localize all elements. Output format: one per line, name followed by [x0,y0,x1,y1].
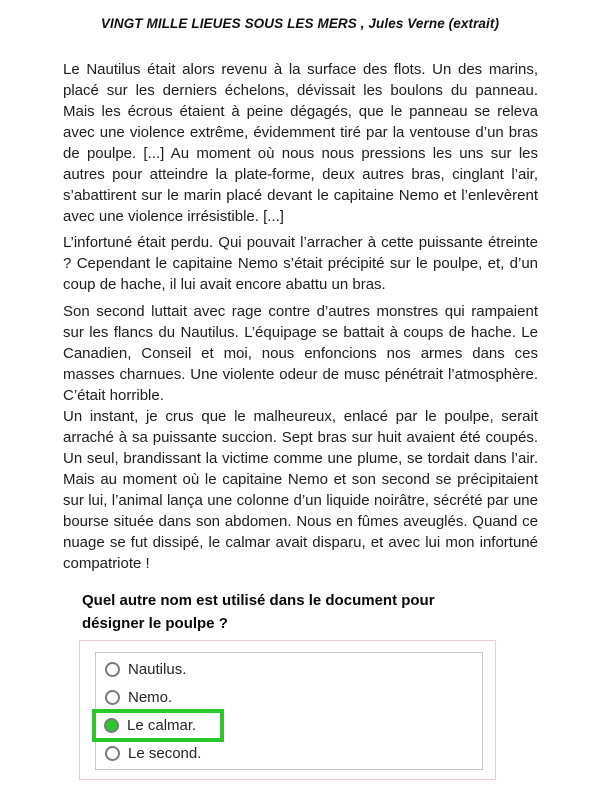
option-nemo[interactable] [105,684,482,711]
paragraph-3: Son second luttait avec rage contre d’autres monstres qui rampaient sur les flancs du Nautilus. L’équipage se battait à coups de hache. Le Canadien, Conseil et moi, nous enfoncions nos armes dans ces masses charnues. Une violente odeur de musc pénétrait l’atmosphère. C’était horrible. [63,303,538,404]
option-label: Nautilus. [128,660,187,678]
option-nautilus[interactable] [105,656,482,683]
radio-unselected-icon[interactable] [105,690,120,705]
paragraph-1: Le Nautilus était alors revenu à la surface des flots. Un des marins, placé sur les derniers échelons, dévissait les boulons du panneau. Mais les écrous étaient à peine dégagés, que le panneau se releva avec une violence extrême, évidemment tiré par la ventouse d’un bras de poulpe. [...] Au moment où nous nous pressions les uns sur les autres pour atteindre la plate-forme, deux autres bras, cinglant l’air, s’abattirent sur le marin placé devant le capitaine Nemo et l’enlevèrent avec une violence irrésistible. [...] [63,61,538,225]
radio-selected-icon[interactable] [104,718,119,733]
options-list [95,652,483,770]
option-label: Nemo. [128,688,173,706]
answer-highlight-box [92,709,224,742]
document-title: VINGT MILLE LIEUES SOUS LES MERS , Jules Verne (extrait) [100,16,500,31]
radio-unselected-icon[interactable] [105,746,120,761]
option-label: Le calmar. [127,716,197,734]
paragraph-4: Un instant, je crus que le malheureux, enlacé par le poulpe, serait arraché à sa puissante succion. Sept bras sur huit avaient été coupés. Un seul, brandissant la victime comme une plume, se tordait dans l’air. Mais au moment où le capitaine Nemo et son second se précipitaient sur lui, l’animal lança une colonne d’un liquide noirâtre, sécrété par une bourse située dans son abdomen. Nous en fûmes aveuglés. Quand ce nuage se fut dissipé, le calmar avait disparu, et avec lui mon infortuné compatriote ! [63,408,538,572]
options-panel [79,640,496,780]
option-le-calmar[interactable] [105,712,482,739]
quiz-section [82,589,600,780]
quiz-question: Quel autre nom est utilisé dans le document pour désigner le poulpe ? [82,592,435,632]
radio-unselected-icon[interactable] [105,662,120,677]
option-label: Le second. [128,744,202,762]
paragraph-2: L’infortuné était perdu. Qui pouvait l’arracher à cette puissante étreinte ? Cependant le capitaine Nemo s’était précipité sur le poulpe, et, d’un coup de hache, il lui avait encore abattu un bras. [63,234,538,293]
document-body [63,59,538,574]
option-le-second[interactable] [105,740,482,767]
